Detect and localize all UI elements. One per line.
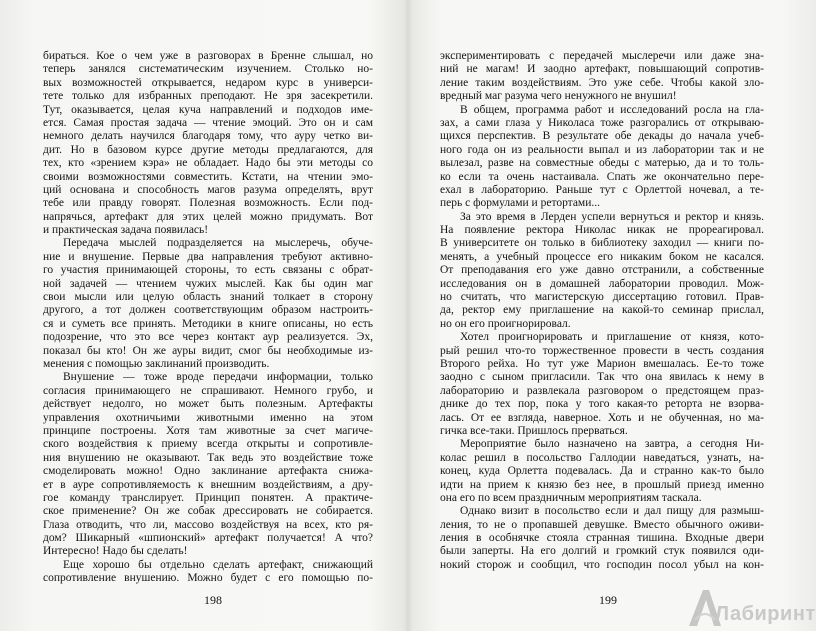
text-line-content: дит. Но в базовом курсе другие методы предлагаются, для	[43, 143, 373, 156]
text-line	[440, 345, 764, 358]
text-line-content: ления в особнячке стояла странная тишина. Входные двери	[440, 532, 764, 545]
text-line	[440, 90, 764, 103]
text-line-content: Глаза отводить, что ли, массово воздействуя на всех, кто ря-	[43, 518, 373, 531]
text-line-content: смоделировать можно! Одно заклинание артефакта снижа-	[43, 465, 373, 478]
text-line	[440, 412, 764, 425]
text-line-content: ехал в лабораторию. Раньше тут с Орлеттой ночевал, а те-	[440, 183, 764, 196]
text-line-content: ний не магам! И заодно артефакт, повышающий сопротив-	[440, 63, 764, 76]
text-line	[440, 50, 764, 63]
text-line-content: Интересно! Надо бы сделать!	[43, 545, 188, 558]
text-line	[440, 304, 764, 317]
text-line-content: ного года он из реальности выпал и из лаборатории так и не	[440, 143, 764, 156]
text-line	[43, 50, 373, 63]
text-line-content: менения с помощью заклинаний производить.	[43, 357, 270, 370]
text-line	[43, 345, 373, 358]
text-line-content: теперь занялся систематическим изучением. Столько но-	[43, 63, 373, 76]
text-line	[440, 144, 764, 157]
text-line	[43, 224, 373, 237]
text-line-content: вылезал, разве на совместные обеды с матерью, да и то толь-	[440, 157, 764, 170]
text-line	[440, 117, 764, 130]
text-line	[440, 291, 764, 304]
text-line-content: ние и внушение. Первые два направления требуют активно-	[43, 250, 373, 263]
text-line-content: колас решил в посольство Галлодии наведаться, узнать, на-	[440, 451, 764, 464]
text-line-content: были заперты. На его долгий и громкий стук появился оди-	[440, 545, 764, 558]
page-number-right: 199	[599, 593, 617, 607]
text-line	[43, 63, 373, 76]
text-line-content: немного делать научился благодаря тому, что ауру четко ви-	[43, 130, 373, 143]
text-line-content: ское применение? Он же собак дрессировать не собирается.	[43, 505, 373, 518]
labirint-watermark	[685, 586, 816, 628]
watermark-text: Лабиринт	[715, 603, 816, 625]
text-line-content: вых возможностей открывается, недаром курс в универси-	[43, 76, 373, 89]
text-line-content: го участия принимающей стороны, то есть связаны с обрат-	[43, 264, 373, 277]
text-line-content: Еще хорошо бы отдельно сделать артефакт, снижающий	[63, 558, 373, 571]
text-line-content: исследования он в домашней лаборатории проводил. Мож-	[440, 277, 764, 290]
page-number-left: 198	[204, 593, 222, 607]
text-line-content: Второго рейха. Но тут уже Марион вмешалась. Ее-то тоже	[440, 357, 764, 370]
text-line	[43, 211, 373, 224]
text-line-content: ния внушению не оказывают. Так ведь это воздействие тоже	[43, 451, 373, 464]
text-line	[440, 371, 764, 384]
text-line	[43, 519, 373, 532]
text-line-content: гое команду транслирует. Принцип понятен. А практиче-	[43, 491, 373, 504]
text-line-content: днике до тех пор, пока у того какая-то реторта не взорва-	[440, 398, 764, 411]
text-line	[43, 438, 373, 451]
text-line-content: ся и суметь все принять. Методики в книге описаны, но есть	[43, 317, 373, 330]
text-line-content: показал бы кто! Он же ауры видит, смог бы необходимые из-	[43, 344, 373, 357]
text-line	[43, 264, 373, 277]
text-line	[43, 157, 373, 170]
text-line	[43, 385, 373, 398]
text-line-content: да, ректор ему приглашение на какой-то семинар прислал,	[440, 304, 764, 317]
text-line-content: и практическая задача появилась!	[43, 224, 209, 237]
text-line	[43, 572, 373, 585]
text-line	[440, 104, 764, 117]
text-line-content: согласия принимающего не спрашивают. Немного грубо, и	[43, 384, 373, 397]
text-line-content: тете только для избранных преподают. Не зря засекретили.	[43, 90, 373, 103]
text-line-content: ет в ауре сопротивляемость к внешним воздействиям, а дру-	[43, 478, 373, 491]
text-line	[43, 331, 373, 344]
text-line	[43, 144, 373, 157]
text-line-content: действует недолго, но может быть полезным. Артефакты	[43, 398, 373, 411]
text-line-content: управления охотничьими животными именно на этом	[43, 411, 373, 424]
text-line	[43, 398, 373, 411]
text-line	[43, 77, 373, 90]
text-line	[440, 398, 764, 411]
text-line	[440, 184, 764, 197]
text-line-content: В университете он только в библиотеку заходил — книги по-	[440, 237, 764, 250]
text-line	[440, 492, 764, 505]
text-line-content: лабораторию и развлекала разговором о предстоящем праз-	[440, 384, 764, 397]
text-line	[43, 291, 373, 304]
left-page-text	[43, 50, 373, 586]
text-line-content: ций основана и способность магов разума определять, врут	[43, 183, 373, 196]
text-line-content: сопротивление внушению. Можно будет с его помощью по-	[43, 572, 373, 585]
text-line	[43, 532, 373, 545]
text-line-content: В общем, программа работ и исследований росла на гла-	[460, 103, 764, 116]
text-line	[440, 452, 764, 465]
text-line-content: щихся перспектив. В результате обе декады до начала учеб-	[440, 130, 764, 143]
text-line	[440, 197, 764, 210]
text-line-content: рый решил что-то торжественное провести в честь создания	[440, 344, 764, 357]
text-line-content: свои мысли или целую область знаний толкает в сторону	[43, 291, 373, 304]
text-line	[440, 532, 764, 545]
text-line	[43, 425, 373, 438]
text-line-content: лась. От ее взгляда, наверное. Хоть и не обученная, но ма-	[440, 411, 764, 424]
text-line	[440, 224, 764, 237]
text-line	[440, 425, 764, 438]
text-line	[440, 479, 764, 492]
text-line	[43, 358, 373, 371]
text-line	[43, 371, 373, 384]
text-line	[43, 452, 373, 465]
text-line-content: но считать, что магистерскую диссертацию готовил. Прав-	[440, 291, 764, 304]
text-line	[43, 117, 373, 130]
text-line	[43, 278, 373, 291]
text-line	[43, 184, 373, 197]
text-line-content: ление таким воздействиям. Это уже себе. Чтобы какой зло-	[440, 76, 764, 89]
text-line	[440, 545, 764, 558]
text-line	[440, 130, 764, 143]
text-line	[440, 318, 764, 331]
text-line	[43, 545, 373, 558]
text-line-content: напрячься, артефакт для этих целей можно придумать. Вот	[43, 210, 373, 223]
text-line-content: нокий сторож и сообщил, что господин посол убыл на кон-	[440, 558, 764, 571]
text-line	[440, 211, 764, 224]
text-line-content: Мероприятие было назначено на завтра, а сегодня Ни-	[460, 438, 764, 451]
text-line	[440, 559, 764, 572]
text-line	[43, 304, 373, 317]
text-line	[440, 237, 764, 250]
text-line-content: Хотел проигнорировать и приглашение от князя, кото-	[460, 331, 764, 344]
text-line-content: ной задачей — чтением чужих мыслей. Как бы один маг	[43, 277, 373, 290]
text-line-content: принципе построены. Хотя там животные за счет магиче-	[43, 424, 373, 437]
text-line	[43, 479, 373, 492]
text-line	[43, 318, 373, 331]
text-line-content: вредный маг разума чего ненужного не внушил!	[440, 90, 677, 103]
text-line	[440, 331, 764, 344]
text-line	[440, 465, 764, 478]
text-line-content: За это время в Лерден успели вернуться и ректор и князь.	[460, 210, 764, 223]
text-line	[440, 63, 764, 76]
text-line	[440, 264, 764, 277]
text-line-content: конец, куда Орлетта подевалась. Да и странно как-то было	[440, 465, 764, 478]
text-line-content: ского воздействия к приему всегда открыты и сопротивле-	[43, 438, 373, 451]
text-line	[43, 104, 373, 117]
text-line	[43, 237, 373, 250]
text-line-content: зах, а сами глаза у Николаса тоже разгорались от открываю-	[440, 116, 764, 129]
text-line	[440, 157, 764, 170]
text-line-content: ется. Самая простая задача — чтение эмоций. Это он и сам	[43, 116, 373, 129]
text-line-content: экспериментировать с передачей мыслеречи или даже зна-	[440, 50, 764, 62]
text-line	[440, 385, 764, 398]
text-line	[43, 505, 373, 518]
text-line-content: перь с формулами и ретортами...	[440, 197, 600, 210]
text-line	[43, 412, 373, 425]
text-line-content: менять, а учебный процессе его никаким боком не касался.	[440, 250, 764, 263]
text-line	[440, 278, 764, 291]
text-line	[43, 492, 373, 505]
text-line-content: ко если та очень настаивала. Спать же окончательно пере-	[440, 170, 764, 183]
text-line-content: своими возможностями совместить. Кстати, на чтении эмо-	[43, 170, 373, 183]
text-line-content: она его по всем праздничным мероприятиям таскала.	[440, 491, 702, 504]
text-line-content: другого, а тот должен соответствующим образом настроить-	[43, 304, 373, 317]
text-line-content: тебе или правду говорят. Полезная возможность. Если под-	[43, 197, 373, 210]
text-line-content: На появление ректора Николас никак не прореагировал.	[440, 224, 764, 237]
text-line	[43, 171, 373, 184]
text-line	[440, 519, 764, 532]
text-line-content: бираться. Кое о чем уже в разговорах в Бренне слышал, но	[43, 50, 373, 62]
text-line	[43, 197, 373, 210]
text-line	[440, 358, 764, 371]
text-line	[440, 77, 764, 90]
text-line-content: идти на прием к князю без нее, в прошлый приезд именно	[440, 478, 764, 491]
text-line-content: Передача мыслей подразделяется на мыслеречь, обуче-	[63, 237, 373, 250]
text-line	[43, 90, 373, 103]
text-line	[43, 251, 373, 264]
text-line-content: заодно с сыном пригласили. Так что она явилась к нему в	[440, 371, 764, 384]
text-line-content: дом? Шикарный «шпионский» артефакт получается! А что?	[43, 532, 373, 545]
text-line	[440, 438, 764, 451]
text-line	[440, 251, 764, 264]
text-line-content: От преподавания его уже давно отстранили, а собственные	[440, 264, 764, 277]
right-page-text	[440, 50, 764, 572]
text-line-content: Тут, оказывается, целая куча направлений и подходов име-	[43, 103, 373, 116]
text-line-content: но он его проигнорировал.	[440, 317, 571, 330]
text-line-content: гичка все-таки. Пришлось прерваться.	[440, 424, 628, 437]
text-line-content: ления, то не о пропавшей девушке. Вместо обычного оживи-	[440, 518, 764, 531]
text-line	[43, 465, 373, 478]
text-line	[43, 559, 373, 572]
text-line-content: Внушение — тоже вроде передачи информации, только	[63, 371, 373, 384]
text-line-content: Однако визит в посольство если и дал пищу для размыш-	[460, 505, 764, 518]
text-line-content: подозрение, что это все через контакт аур реализуется. Эх,	[43, 331, 373, 344]
text-line-content: тех, кто «зрением кэра» не обладает. Надо бы эти методы со	[43, 157, 373, 170]
text-line	[440, 505, 764, 518]
text-line	[440, 171, 764, 184]
text-line	[43, 130, 373, 143]
